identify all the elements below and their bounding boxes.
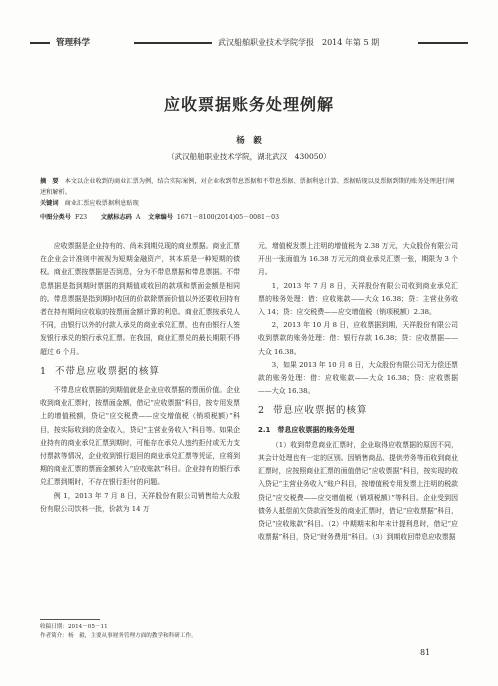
doc-label: 文献标志码: [100, 214, 132, 221]
id-label: 文章编号: [148, 214, 173, 221]
footnote: [40, 623, 340, 641]
section-number: 1: [40, 365, 48, 377]
header-rule: [134, 42, 212, 44]
page-number: 81: [420, 648, 431, 657]
footnote-rule: [40, 619, 100, 620]
doc-value: A: [135, 214, 141, 221]
section-title: 带息应收票据的核算: [273, 405, 368, 417]
left-column: [40, 240, 240, 516]
abstract-label: 摘 要: [40, 178, 59, 185]
paragraph: 应收票据是企业持有的、尚未到期兑现的商业票据。商业汇票在企业会计准则中被视为短期金融资产，其本质是一种短期的债权。商业汇票按票据是否到息，分为不带息票据和带息票据。不带息票据是指到期时票据的到期值或收回的款项和票面金额是相同的。带息票据是指到期时收回的价款除票面价值以外还要收回持有者在持有期间应收取的按票面金额计算的利息。商业汇票按承兑人不同，由银行以外的付款人承兑的商业承兑汇票，也有由银行人签发银行承兑的银行承兑汇票。在我国，商业汇票兑的最长期限不得超过 6 个月。: [40, 242, 240, 356]
paragraph: （1）收到带息商业汇票时，企业取得应收票据的原因不同，其会计处理也有一定的区别。因销售商品、提供劳务等而收到商业汇票时，应按照商业汇票的面值借记“应收票据”科目，按实现的收入贷记“主营业务收入”账户科目，按增值税专用发票上注明的税款贷记“应交税费——应交增值税（销项税额）”等科目。企业受到因债务人抵偿前欠贷款而签发的商业汇票时，借记“应收票据”科目，贷记“应收账款”科目。（2）中期期末和年末计提利息时，借记“应收票据”科目，贷记“财务费用”科目。（3）到期收回带息应收票据: [258, 440, 458, 542]
paragraph: 3，如果 2013 年 10 月 8 日，大众股份有限公司无力偿还票款的账务处理：借：应收账款——大众 16.38；贷：应收票据——大众 16.38。: [258, 360, 458, 396]
header-journal: 武汉船舶职业技术学院学报 2014 年第 5 期: [218, 38, 380, 47]
abstract-text: 本文以企业收到的商业汇票为例，结合实际案例，对企业收到带息票据和不带息票据、票据利息计算、票据贴现以及票据到期的账务处理进行阐述和解析。: [40, 178, 455, 196]
author: 杨 毅: [236, 136, 262, 146]
keywords-text: 商业汇票应收票据利息贴现: [64, 200, 139, 207]
header-section: 管理科学: [56, 38, 91, 48]
running-header: [30, 36, 468, 50]
author-bio: 作者简介：杨 毅，主要从事财务管理方面的教学和科研工作。: [40, 633, 197, 639]
header-rule: [418, 42, 468, 44]
affiliation: （武汉船舶职业技术学院，湖北武汉 430050）: [167, 152, 331, 161]
paragraph: 2，2013 年 10 月 8 日，应收票据到期，天祥股份有限公司收到票款的账务处理：借：银行存款 16.38；贷：应收票据——大众 16.38。: [258, 321, 458, 356]
keywords-label: 关键词: [40, 200, 59, 207]
paragraph: 1，2013 年 7 月 8 日，天祥股份有限公司收到商业承兑汇票的账务处理：借：应收账款——大众 16.38；贷：主营业务收入 14；贷：应交税费——应交增值税（销项税额）2.38。: [258, 281, 458, 317]
paragraph: 元，增值税发票上注明的增值税为 2.38 万元，大众股份有限公司开出一张面值为 16.38 万元元的商业承兑汇票一张，期限为 3 个月。: [258, 242, 458, 277]
section-title: 不带息应收票据的核算: [55, 365, 161, 377]
paragraph: 例 1，2013 年 7 月 8 日，天祥股份有限公司销售给大众股份有限公司饮料一批，价款为 14 万: [40, 491, 240, 513]
paragraph: 不带息应收票据的到期值就是企业应收票据的票面价值。企业收到商业汇票时，按票面金额，借记“应收票据”科目，按专用发票上的增值税额，贷记“应交税费——应交增值税（销项税额）”科目，按实际收到的货金收入，贷记“主营业务收入”科目等。如果企业持有的商业承兑汇票到期时，可能存在承兑人违约拒付或无力支付票款等情况，企业收到银行退回的商业承兑汇票等凭证，应将到期的商业汇票的票面金额转入“应收账款”科目。企业持有的银行承兑汇票到期时，不存在银行拒付的问题。: [40, 386, 240, 487]
header-rule: [30, 42, 50, 44]
section-heading: [40, 365, 240, 378]
class-value: F23: [74, 214, 88, 221]
received-date: 收稿日期：2014－05－11: [40, 624, 108, 630]
class-label: 中图分类号: [40, 214, 71, 221]
article-title: 应收票据账务处理例解: [163, 95, 334, 114]
abstract: [40, 176, 458, 209]
right-column: [258, 240, 458, 544]
subsection-heading: 2.1 带息应收票据的账务处理: [258, 425, 355, 434]
section-heading: [258, 404, 458, 417]
classification-line: [40, 212, 458, 223]
section-number: 2: [258, 405, 266, 417]
id-value: 1671－8100(2014)05－0081－03: [176, 214, 280, 221]
